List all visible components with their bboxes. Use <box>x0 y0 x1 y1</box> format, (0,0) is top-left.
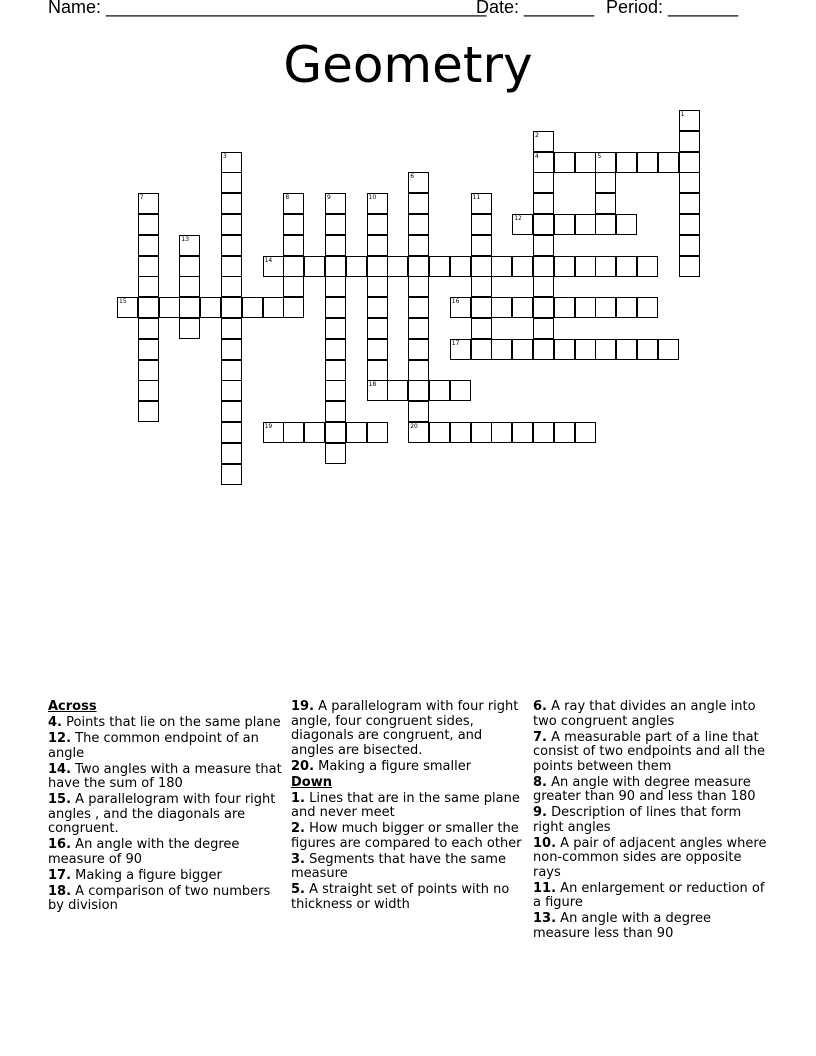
crossword-cell[interactable] <box>533 276 554 297</box>
crossword-cell[interactable] <box>325 214 346 235</box>
crossword-cell[interactable] <box>533 422 554 443</box>
crossword-cell[interactable] <box>554 422 575 443</box>
page-title: Geometry <box>283 36 533 94</box>
crossword-cell[interactable] <box>283 214 304 235</box>
crossword-cell[interactable] <box>138 276 159 297</box>
crossword-cell[interactable] <box>408 235 429 256</box>
crossword-cell[interactable] <box>595 193 616 214</box>
crossword-cell[interactable] <box>616 339 637 360</box>
clues-column-1 <box>48 700 284 915</box>
crossword-cell[interactable] <box>679 214 700 235</box>
cell-number: 19 <box>264 423 273 430</box>
crossword-cell[interactable] <box>346 256 367 277</box>
crossword-cell[interactable] <box>429 422 450 443</box>
crossword-cell[interactable] <box>679 172 700 193</box>
crossword-cell[interactable] <box>408 172 429 193</box>
clue-across-19: 19. A parallelogram with four right angle, four congruent sides, diagonals are congruent, and angles are bisected. <box>291 699 519 758</box>
crossword-cell[interactable] <box>263 256 284 277</box>
crossword-cell[interactable] <box>471 256 492 277</box>
crossword-cell[interactable] <box>325 256 346 277</box>
crossword-cell[interactable] <box>221 214 242 235</box>
clues-column-3 <box>533 700 769 943</box>
crossword-cell[interactable] <box>533 193 554 214</box>
crossword-cell[interactable] <box>367 193 388 214</box>
across-heading: Across <box>48 699 97 714</box>
crossword-cell[interactable] <box>575 297 596 318</box>
crossword-cell[interactable] <box>512 256 533 277</box>
crossword-cell[interactable] <box>471 235 492 256</box>
crossword-cell[interactable] <box>408 297 429 318</box>
crossword-cell[interactable] <box>138 297 159 318</box>
crossword-cell[interactable] <box>325 443 346 464</box>
crossword-cell[interactable] <box>679 131 700 152</box>
crossword-cell[interactable] <box>179 318 200 339</box>
crossword-cell[interactable] <box>533 256 554 277</box>
crossword-cell[interactable] <box>679 110 700 131</box>
crossword-cell[interactable] <box>283 276 304 297</box>
crossword-cell[interactable] <box>533 339 554 360</box>
crossword-cell[interactable] <box>221 380 242 401</box>
crossword-cell[interactable] <box>408 256 429 277</box>
crossword-cell[interactable] <box>325 422 346 443</box>
cell-number: 7 <box>139 194 144 202</box>
crossword-cell[interactable] <box>450 339 471 360</box>
crossword-cell[interactable] <box>367 318 388 339</box>
crossword-cell[interactable] <box>283 235 304 256</box>
crossword-cell[interactable] <box>408 401 429 422</box>
crossword-cell[interactable] <box>283 256 304 277</box>
cell-number: 9 <box>327 194 331 202</box>
clue-down-6: 6. A ray that divides an angle into two congruent angles <box>533 699 756 729</box>
crossword-cell[interactable] <box>616 214 637 235</box>
cell-number: 8 <box>285 194 290 202</box>
crossword-cell[interactable] <box>533 235 554 256</box>
crossword-cell[interactable] <box>408 214 429 235</box>
cell-number: 3 <box>223 152 227 160</box>
crossword-cell[interactable] <box>283 193 304 214</box>
crossword-cell[interactable] <box>658 339 679 360</box>
crossword-cell[interactable] <box>325 235 346 256</box>
crossword-cell[interactable] <box>491 422 512 443</box>
crossword-cell[interactable] <box>221 297 242 318</box>
crossword-cell[interactable] <box>450 256 471 277</box>
crossword-cell[interactable] <box>221 464 242 485</box>
crossword-cell[interactable] <box>658 152 679 173</box>
crossword-cell[interactable] <box>138 256 159 277</box>
crossword-cell[interactable] <box>221 193 242 214</box>
crossword-cell[interactable] <box>408 318 429 339</box>
crossword-cell[interactable] <box>554 297 575 318</box>
crossword-cell[interactable] <box>637 339 658 360</box>
crossword-cell[interactable] <box>408 360 429 381</box>
crossword-cell[interactable] <box>491 339 512 360</box>
clue-down-13: 13. An angle with a degree measure less than 90 <box>533 911 712 941</box>
cell-number: 15 <box>119 298 127 306</box>
clue-across-16: 16. An angle with the degree measure of 90 <box>48 837 240 867</box>
crossword-cell[interactable] <box>471 276 492 297</box>
cell-number: 16 <box>451 298 460 306</box>
crossword-cell[interactable] <box>595 152 616 173</box>
crossword-grid <box>0 0 816 500</box>
crossword-cell[interactable] <box>221 256 242 277</box>
clue-across-18: 18. A comparison of two numbers by division <box>48 883 271 913</box>
clue-across-20: 20. Making a figure smaller <box>291 758 472 774</box>
crossword-cell[interactable] <box>221 401 242 422</box>
crossword-cell[interactable] <box>533 131 554 152</box>
date-field-label: Date: _______ <box>476 0 595 17</box>
crossword-cell[interactable] <box>491 297 512 318</box>
crossword-cell[interactable] <box>575 339 596 360</box>
crossword-cell[interactable] <box>283 422 304 443</box>
crossword-cell[interactable] <box>575 214 596 235</box>
crossword-cell[interactable] <box>263 422 284 443</box>
crossword-cell[interactable] <box>429 380 450 401</box>
clue-down-8: 8. An angle with degree measure greater than 90 and less than 180 <box>533 774 756 804</box>
clue-down-2: 2. How much bigger or smaller the figures are compared to each other <box>291 821 522 851</box>
clue-down-1: 1. Lines that are in the same plane and never meet <box>291 790 520 820</box>
crossword-cell[interactable] <box>367 235 388 256</box>
crossword-cell[interactable] <box>221 360 242 381</box>
crossword-cell[interactable] <box>595 172 616 193</box>
cell-number: 14 <box>264 256 273 264</box>
crossword-cell[interactable] <box>408 193 429 214</box>
crossword-cell[interactable] <box>512 339 533 360</box>
crossword-cell[interactable] <box>367 380 388 401</box>
crossword-cell[interactable] <box>325 380 346 401</box>
crossword-cell[interactable] <box>408 422 429 443</box>
crossword-cell[interactable] <box>471 422 492 443</box>
clue-down-9: 9. Description of lines that form right angles <box>533 805 742 835</box>
crossword-cell[interactable] <box>346 422 367 443</box>
crossword-cell[interactable] <box>450 422 471 443</box>
clue-across-15: 15. A parallelogram with four right angles , and the diagonals are congruent. <box>48 792 276 836</box>
clue-down-10: 10. A pair of adjacent angles where non-common sides are opposite rays <box>533 835 767 880</box>
crossword-cell[interactable] <box>325 318 346 339</box>
clue-down-7: 7. A measurable part of a line that consist of two endpoints and all the points between them <box>533 729 766 774</box>
crossword-cell[interactable] <box>367 360 388 381</box>
crossword-cell[interactable] <box>367 276 388 297</box>
name-field-label: Name: ______________________________________ <box>48 0 487 17</box>
crossword-cell[interactable] <box>221 152 242 173</box>
cell-number: 20 <box>410 423 418 430</box>
clue-across-4: 4. Points that lie on the same plane <box>48 715 281 730</box>
crossword-cell[interactable] <box>429 256 450 277</box>
crossword-cell[interactable] <box>367 422 388 443</box>
crossword-cell[interactable] <box>616 297 637 318</box>
period-field-label: Period: _______ <box>606 0 739 17</box>
crossword-cell[interactable] <box>679 152 700 173</box>
crossword-cell[interactable] <box>221 172 242 193</box>
crossword-cell[interactable] <box>533 152 554 173</box>
crossword-cell[interactable] <box>679 193 700 214</box>
crossword-cell[interactable] <box>471 318 492 339</box>
clues-column-2 <box>291 700 523 914</box>
crossword-cell[interactable] <box>387 380 408 401</box>
crossword-cell[interactable] <box>304 422 325 443</box>
crossword-cell[interactable] <box>138 360 159 381</box>
cell-number: 13 <box>181 235 190 243</box>
crossword-cell[interactable] <box>471 193 492 214</box>
crossword-cell[interactable] <box>221 235 242 256</box>
cell-number: 17 <box>451 339 460 347</box>
crossword-cell[interactable] <box>554 152 575 173</box>
crossword-cell[interactable] <box>138 318 159 339</box>
cell-number: 10 <box>368 194 377 202</box>
crossword-cell[interactable] <box>471 297 492 318</box>
crossword-cell[interactable] <box>637 152 658 173</box>
crossword-cell[interactable] <box>367 339 388 360</box>
crossword-cell[interactable] <box>117 297 138 318</box>
crossword-cell[interactable] <box>533 214 554 235</box>
crossword-cell[interactable] <box>595 339 616 360</box>
cell-number: 11 <box>472 194 481 202</box>
crossword-cell[interactable] <box>533 172 554 193</box>
crossword-cell[interactable] <box>595 214 616 235</box>
clue-down-3: 3. Segments that have the same measure <box>291 851 506 881</box>
crossword-cell[interactable] <box>533 318 554 339</box>
crossword-cell[interactable] <box>616 152 637 173</box>
crossword-cell[interactable] <box>325 276 346 297</box>
crossword-cell[interactable] <box>554 339 575 360</box>
cell-number: 4 <box>535 152 539 160</box>
clue-down-11: 11. An enlargement or reduction of a figure <box>533 880 765 910</box>
crossword-cell[interactable] <box>450 380 471 401</box>
crossword-cell[interactable] <box>138 235 159 256</box>
crossword-cell[interactable] <box>367 214 388 235</box>
crossword-cell[interactable] <box>367 297 388 318</box>
crossword-cell[interactable] <box>554 256 575 277</box>
crossword-cell[interactable] <box>325 360 346 381</box>
cell-number: 18 <box>368 381 377 389</box>
cell-number: 12 <box>514 215 522 222</box>
crossword-cell[interactable] <box>242 297 263 318</box>
crossword-cell[interactable] <box>179 256 200 277</box>
crossword-cell[interactable] <box>408 339 429 360</box>
crossword-cell[interactable] <box>159 297 180 318</box>
crossword-cell[interactable] <box>283 297 304 318</box>
crossword-cell[interactable] <box>575 422 596 443</box>
crossword-cell[interactable] <box>679 235 700 256</box>
crossword-cell[interactable] <box>200 297 221 318</box>
crossword-cell[interactable] <box>138 401 159 422</box>
cell-number: 5 <box>597 152 602 160</box>
crossword-cell[interactable] <box>367 256 388 277</box>
crossword-cell[interactable] <box>138 380 159 401</box>
crossword-cell[interactable] <box>221 443 242 464</box>
cell-number: 1 <box>680 111 685 118</box>
crossword-cell[interactable] <box>221 318 242 339</box>
crossword-cell[interactable] <box>595 256 616 277</box>
crossword-cell[interactable] <box>221 276 242 297</box>
crossword-cell[interactable] <box>325 193 346 214</box>
crossword-cell[interactable] <box>408 276 429 297</box>
crossword-cell[interactable] <box>138 214 159 235</box>
crossword-cell[interactable] <box>138 339 159 360</box>
crossword-cell[interactable] <box>575 152 596 173</box>
cell-number: 6 <box>410 173 415 181</box>
crossword-cell[interactable] <box>512 297 533 318</box>
crossword-cell[interactable] <box>512 422 533 443</box>
clue-down-5: 5. A straight set of points with no thickness or width <box>291 882 510 912</box>
crossword-cell[interactable] <box>138 193 159 214</box>
crossword-cell[interactable] <box>554 214 575 235</box>
crossword-cell[interactable] <box>616 256 637 277</box>
clue-across-12: 12. The common endpoint of an angle <box>48 731 259 761</box>
clue-across-17: 17. Making a figure bigger <box>48 867 222 883</box>
crossword-cell[interactable] <box>637 297 658 318</box>
crossword-cell[interactable] <box>450 297 471 318</box>
crossword-cell[interactable] <box>325 297 346 318</box>
crossword-cell[interactable] <box>304 256 325 277</box>
crossword-cell[interactable] <box>179 297 200 318</box>
crossword-cell[interactable] <box>408 380 429 401</box>
crossword-cell[interactable] <box>471 214 492 235</box>
crossword-cell[interactable] <box>491 256 512 277</box>
crossword-cell[interactable] <box>221 422 242 443</box>
down-heading: Down <box>291 774 332 790</box>
crossword-cell[interactable] <box>179 276 200 297</box>
crossword-cell[interactable] <box>679 256 700 277</box>
crossword-cell[interactable] <box>533 297 554 318</box>
crossword-cell[interactable] <box>637 256 658 277</box>
crossword-cell[interactable] <box>575 256 596 277</box>
cell-number: 2 <box>535 131 539 139</box>
crossword-cell[interactable] <box>179 235 200 256</box>
crossword-cell[interactable] <box>263 297 284 318</box>
crossword-cell[interactable] <box>221 339 242 360</box>
crossword-cell[interactable] <box>471 339 492 360</box>
crossword-cell[interactable] <box>325 339 346 360</box>
crossword-cell[interactable] <box>325 401 346 422</box>
crossword-cell[interactable] <box>387 256 408 277</box>
crossword-cell[interactable] <box>595 297 616 318</box>
clue-across-14: 14. Two angles with a measure that have the sum of 180 <box>48 761 282 791</box>
crossword-cell[interactable] <box>512 214 533 235</box>
